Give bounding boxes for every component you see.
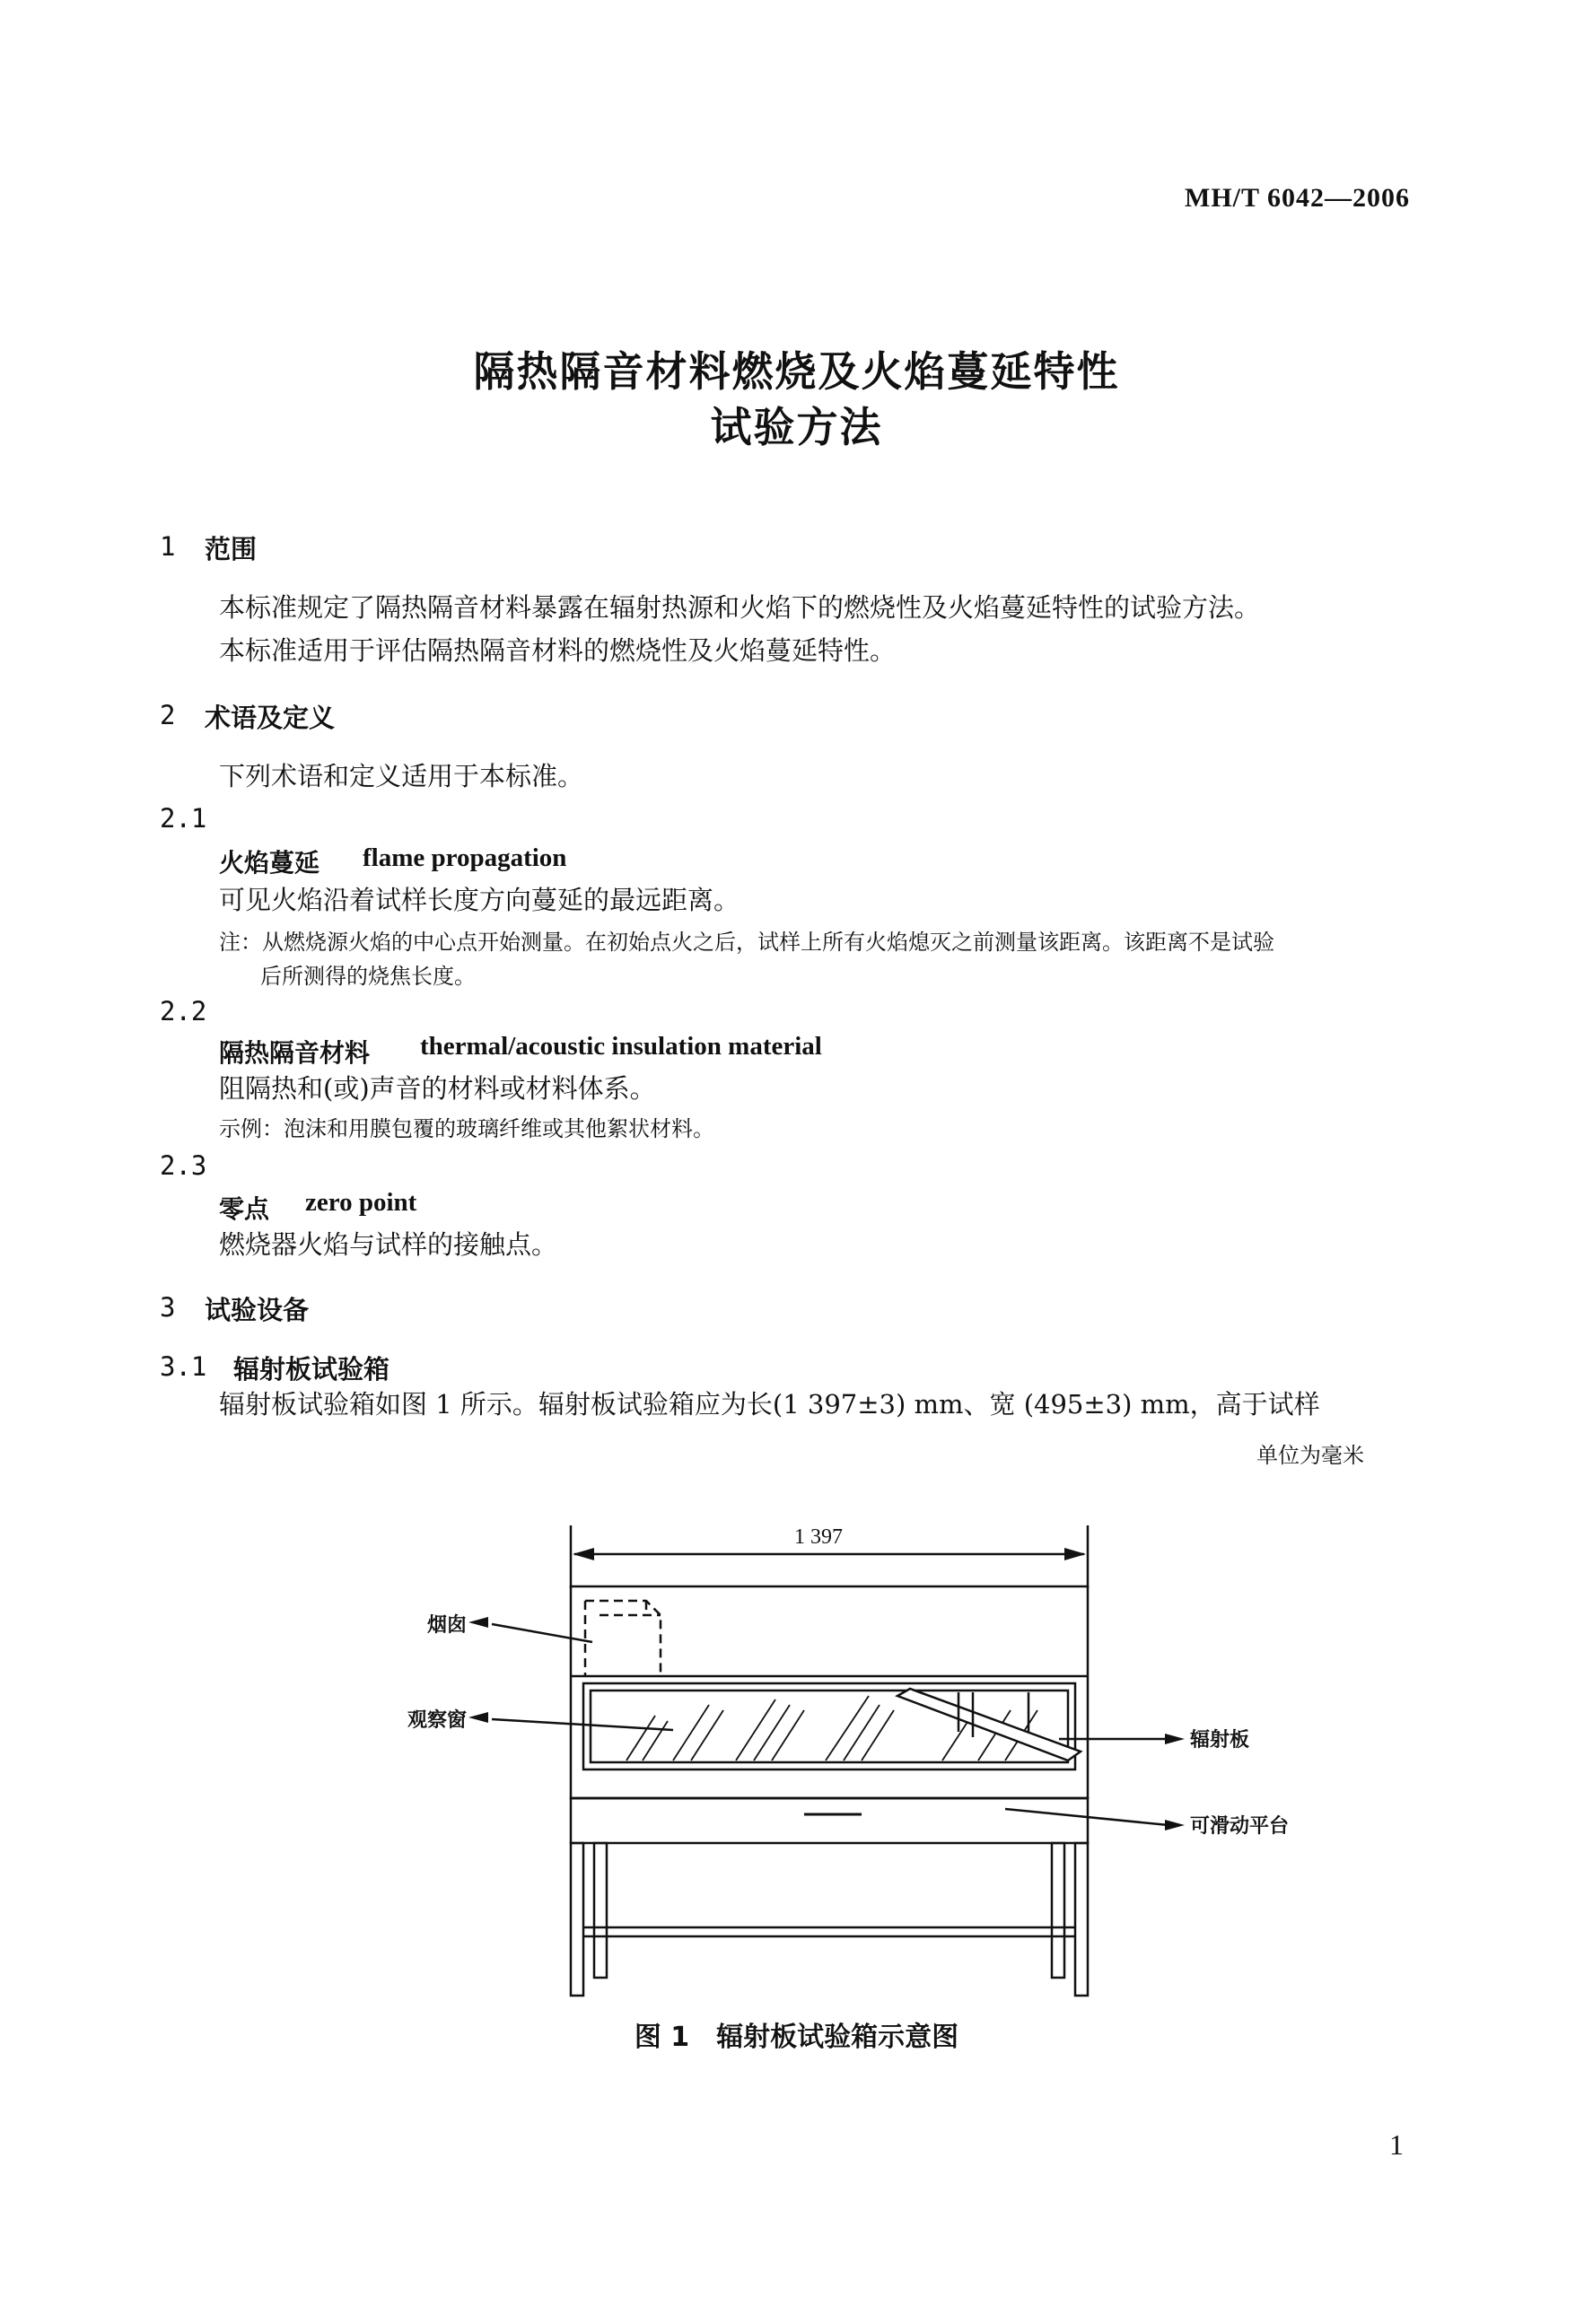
standard-code: MH/T 6042—2006 bbox=[1185, 183, 1410, 213]
leg-left-inner bbox=[594, 1843, 607, 1978]
section-3-title: 试验设备 bbox=[205, 1295, 310, 1325]
chimney-arrow bbox=[468, 1617, 488, 1628]
figure-caption: 图 1 辐射板试验箱示意图 bbox=[634, 2022, 959, 2053]
section-2-title: 术语及定义 bbox=[205, 703, 336, 733]
leg-right-inner bbox=[1052, 1843, 1064, 1978]
chimney-outline bbox=[585, 1601, 661, 1676]
page-number: 1 bbox=[1389, 2128, 1404, 2161]
section-2-1-number: 2.1 bbox=[160, 803, 207, 834]
radiant-panel-chamber-diagram bbox=[395, 1507, 1292, 2010]
glass-hatching bbox=[626, 1696, 1037, 1760]
term-2-3-english: zero point bbox=[305, 1188, 417, 1217]
panel-arrow bbox=[1165, 1734, 1185, 1744]
leg-left-outer bbox=[571, 1843, 583, 1996]
document-title-line2: 试验方法 bbox=[710, 403, 883, 451]
panel-label: 辐射板 bbox=[1190, 1729, 1250, 1752]
section-1-title: 范围 bbox=[205, 534, 258, 564]
term-2-2-chinese: 隔热隔音材料 bbox=[219, 1038, 371, 1068]
section-1-paragraph-1: 本标准规定了隔热隔音材料暴露在辐射热源和火焰下的燃烧性及火焰蔓延特性的试验方法。 bbox=[219, 592, 1261, 623]
platform-arrow bbox=[1165, 1820, 1185, 1830]
term-2-1-note-line1: 注：从燃烧源火焰的中心点开始测量。在初始点火之后，试样上所有火焰熄灭之前测量该距离。该距离不是试验 bbox=[219, 930, 1274, 955]
term-2-1-chinese: 火焰蔓延 bbox=[219, 848, 320, 878]
dimension-arrow-left bbox=[573, 1548, 594, 1560]
chimney-label: 烟囱 bbox=[426, 1614, 467, 1637]
cabinet-body bbox=[571, 1586, 1088, 1798]
section-3-1-title: 辐射板试验箱 bbox=[233, 1354, 390, 1385]
section-3-1-number: 3.1 bbox=[160, 1351, 207, 1382]
section-2-3-number: 2.3 bbox=[160, 1150, 207, 1181]
dimension-arrow-right bbox=[1064, 1548, 1086, 1560]
dimension-label: 1 397 bbox=[794, 1525, 843, 1549]
term-2-3-definition: 燃烧器火焰与试样的接触点。 bbox=[219, 1229, 558, 1260]
platform-label: 可滑动平台 bbox=[1190, 1815, 1290, 1838]
leg-right-outer bbox=[1075, 1843, 1088, 1996]
window-label: 观察窗 bbox=[407, 1709, 467, 1732]
document-title-line1: 隔热隔音材料燃烧及火焰蔓延特性 bbox=[473, 347, 1120, 396]
term-2-1-definition: 可见火焰沿着试样长度方向蔓延的最远距离。 bbox=[219, 885, 740, 915]
chimney-leader bbox=[492, 1624, 592, 1642]
term-2-1-note-line2: 后所测得的烧焦长度。 bbox=[260, 964, 476, 989]
term-2-2-english: thermal/acoustic insulation material bbox=[420, 1032, 822, 1061]
unit-note: 单位为毫米 bbox=[1256, 1443, 1364, 1468]
section-2-paragraph: 下列术语和定义适用于本标准。 bbox=[219, 761, 584, 791]
sliding-platform bbox=[571, 1798, 1088, 1843]
term-2-2-definition: 阻隔热和(或)声音的材料或材料体系。 bbox=[219, 1073, 656, 1104]
window-arrow bbox=[468, 1712, 488, 1723]
section-3-number: 3 bbox=[160, 1292, 176, 1323]
section-1-paragraph-2: 本标准适用于评估隔热隔音材料的燃烧性及火焰蔓延特性。 bbox=[219, 635, 897, 666]
term-2-3-chinese: 零点 bbox=[219, 1194, 270, 1224]
radiant-panel bbox=[897, 1689, 1081, 1760]
section-2-number: 2 bbox=[160, 700, 176, 730]
section-2-2-number: 2.2 bbox=[160, 996, 207, 1027]
section-3-1-paragraph: 辐射板试验箱如图 1 所示。辐射板试验箱应为长(1 397±3) mm、宽 (495±3) mm，高于试样 bbox=[219, 1389, 1320, 1420]
term-2-1-english: flame propagation bbox=[363, 843, 567, 872]
section-1-number: 1 bbox=[160, 531, 176, 562]
term-2-2-example: 示例：泡沫和用膜包覆的玻璃纤维或其他絮状材料。 bbox=[219, 1116, 714, 1141]
